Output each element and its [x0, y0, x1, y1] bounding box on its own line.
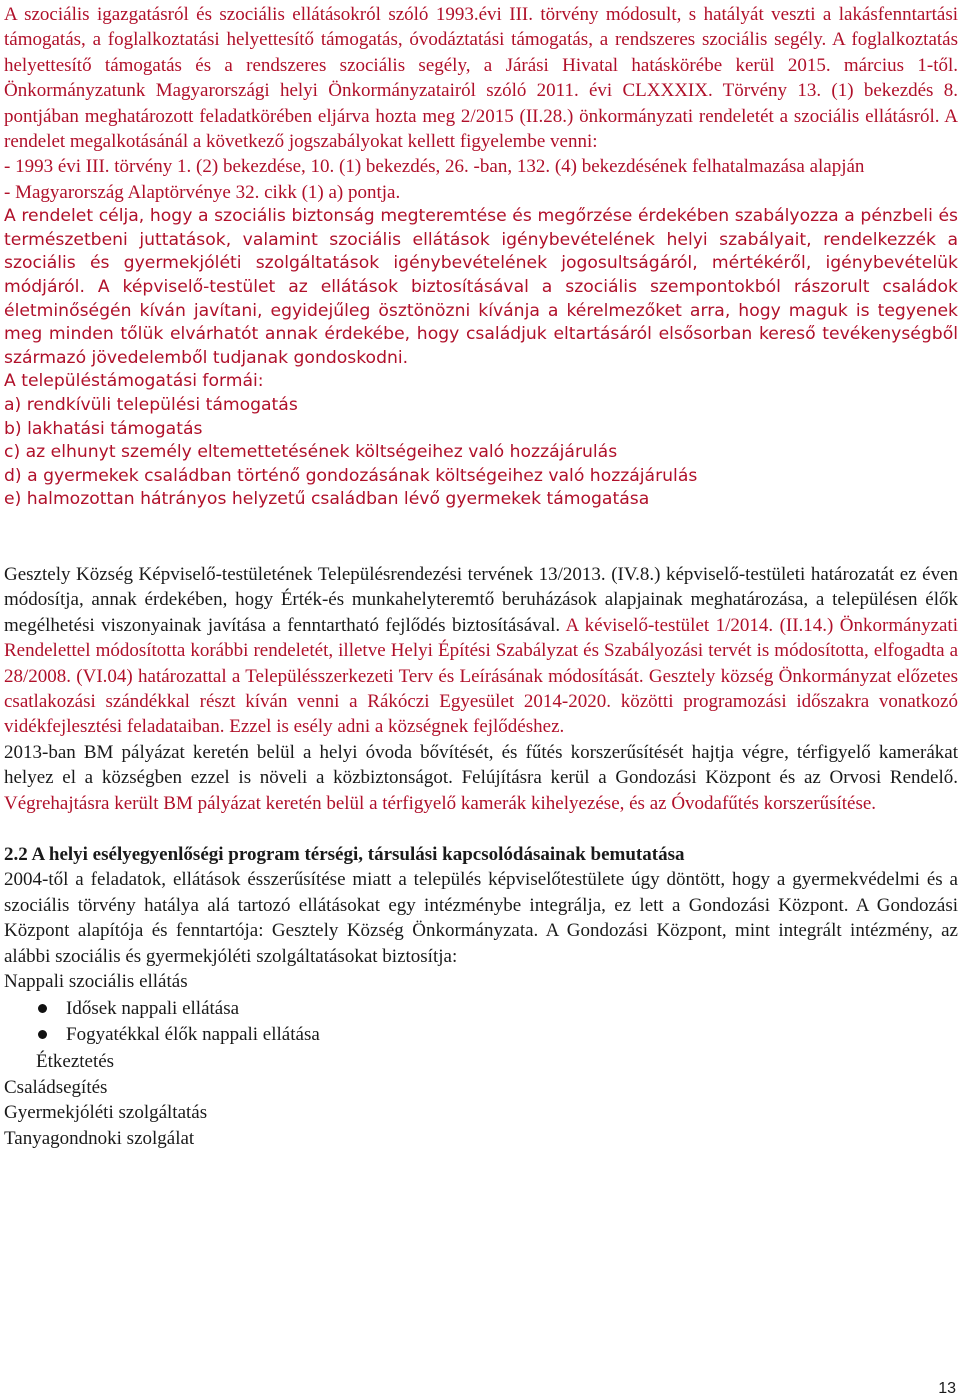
forms-list [4, 394, 958, 512]
bm-text-red: Végrehajtásra került BM pályázat keretén belül a térfigyelő kamerák kihelyezése, és az Óvodafűtés korszerűsítése. [4, 792, 877, 814]
section-2-2 [4, 842, 958, 1151]
bullet-icon [38, 1030, 47, 1039]
intro-paragraph: A szociális igazgatásról és szociális ellátásokról szóló 1993.évi III. törvény módosult, s hatályát veszti a lakásfenntartási támogatás, a foglalkoztatási helyettesítő támogatás, óvodáztatási támogatás, a rendszeres szociális segély. A foglalkoztatás helyettesítő támogatás és a rendszeres szociális segély, a Járási Hivatal hatáskörébe kerül 2015. március 1-től. Önkormányzatunk Magyarországi helyi Önkormányzatairól szóló 2011. évi CLXXXIX. Törvény 13. (1) bekezdés 8. pontjában meghatározott feladatkörében eljárva hozta meg 2/2015 (II.28.) önkormányzati rendeletét a szociális ellátásról. A rendelet megalkotásánál a következő jogszabályokat kellett figyelembe venni: [4, 4, 958, 153]
service-bullets [4, 996, 958, 1047]
service-nappali: Nappali szociális ellátás [4, 971, 188, 993]
forms-title: A településtámogatási formái: [4, 371, 264, 392]
planning-section [4, 562, 958, 816]
service-etkeztetes: Étkeztetés [36, 1051, 115, 1073]
form-item-e: e) halmozottan hátrányos helyzetű családban lévő gyermekek támogatása [4, 489, 650, 510]
bm-text-black: 2013-ban BM pályázat keretén belül a helyi óvoda bővítését, és fűtés korszerűsítését hajtja végre, térfigyelő kamerákat helyez el a községben ezzel is növeli a közbiztonságot. Felújításra kerül a Gondozási Központ és az Orvosi Rendelő. [4, 741, 958, 789]
bullet-icon [38, 1004, 47, 1013]
bullet-text: Idősek nappali ellátása [66, 998, 240, 1020]
planning-paragraph [4, 562, 958, 740]
top-section [4, 2, 958, 512]
purpose-paragraph: A rendelet célja, hogy a szociális biztonság megteremtése és megőrzése érdekében szabályozza a pénzbeli és természetbeni juttatások, valamint szociális ellátások igénybevételének helyi szabályait, rendelkezzék a szociális és gyermekjóléti szolgáltatások igénybevételének jogosultságáról, mértékéről, igénybevételük módjáról. A képviselő-testület az ellátások biztosításával a szociális szempontokból rászorult családok életminőségén kíván javítani, egyidejűleg ösztönözni kívánja a kérelmezőket arra, hogy maguk is tegyenek meg minden tőlük elvárhatót annak érdekébe, hogy családjuk eltartásáról elsősorban kereső tevékenységből származó jövedelemből tudjanak gondoskodni. [4, 206, 958, 368]
bm-paragraph [4, 740, 958, 816]
law-item-2: - Magyarország Alaptörvénye 32. cikk (1) a) pontja. [4, 181, 401, 203]
document-page [4, 2, 958, 1151]
planning-text-black: Gesztely Község Képviselő-testületének Településrendezési tervének 13/2013. (IV.8.) képviselő-testületi határozatát ez éven módosítja, annak érdekében, hogy Érték-és munkahelyteremtő beruházások alapjainak meghatározása, a településen élők megélhetési viszonyainak javítása a fenntartható fejlődés biztosításával. [4, 563, 958, 636]
spacer [4, 816, 958, 842]
section-heading: 2.2 A helyi esélyegyenlőségi program térségi, társulási kapcsolódásainak bemutatása [4, 844, 685, 866]
service-tanyagondnoki: Tanyagondnoki szolgálat [4, 1127, 195, 1149]
list-item [4, 1022, 958, 1047]
spacer [4, 512, 958, 562]
bullet-text: Fogyatékkal élők nappali ellátása [66, 1023, 320, 1045]
section-paragraph: 2004-től a feladatok, ellátások ésszerűsítése miatt a település képviselőtestülete úgy döntött, hogy a gyermekvédelmi és a szociális törvény hatálya alá tartozó ellátásokat egy intézménybe integrálja, ez lett a Gondozási Központ. A Gondozási Központ alapítója és fenntartója: Gesztely Község Önkormányzata. A Gondozási Központ, mint integrált intézmény, az alábbi szociális és gyermekjóléti szolgáltatásokat biztosítja: [4, 869, 958, 967]
list-item [4, 996, 958, 1021]
service-csaladsegites: Családsegítés [4, 1076, 108, 1098]
law-item-1: - 1993 évi III. törvény 1. (2) bekezdése, 10. (1) bekezdés, 26. -ban, 132. (4) bekezdésének felhatalmazása alapján [4, 156, 865, 178]
service-gyermekjoleti: Gyermekjóléti szolgáltatás [4, 1102, 208, 1124]
page-number: 13 [938, 1380, 956, 1397]
form-item-b: b) lakhatási támogatás [4, 418, 203, 439]
form-item-c: c) az elhunyt személy eltemettetésének költségeihez való hozzájárulás [4, 442, 618, 463]
form-item-d: d) a gyermekek családban történő gondozásának költségeihez való hozzájárulás [4, 465, 698, 486]
planning-text-red: A kéviselő-testület 1/2014. (II.14.) Önkormányzati Rendelettel módosította korábbi rendeletét, illetve Helyi Építési Szabályzat és Szabályozási tervét is módosította, elfogadta a 28/2008. (VI.04) határozattal a Településszerkezeti Terv és Leírásának módosítását. Gesztely község Önkormányzat előzetes csatlakozási szándékkal részt kíván venni a Rákóczi Egyesület 2014-2020. közötti programozási időszakra vonatkozó vidékfejlesztési feladataiban. Ezzel is esély adni a községnek fejlődéshez. [4, 614, 958, 738]
form-item-a: a) rendkívüli települési támogatás [4, 395, 298, 415]
